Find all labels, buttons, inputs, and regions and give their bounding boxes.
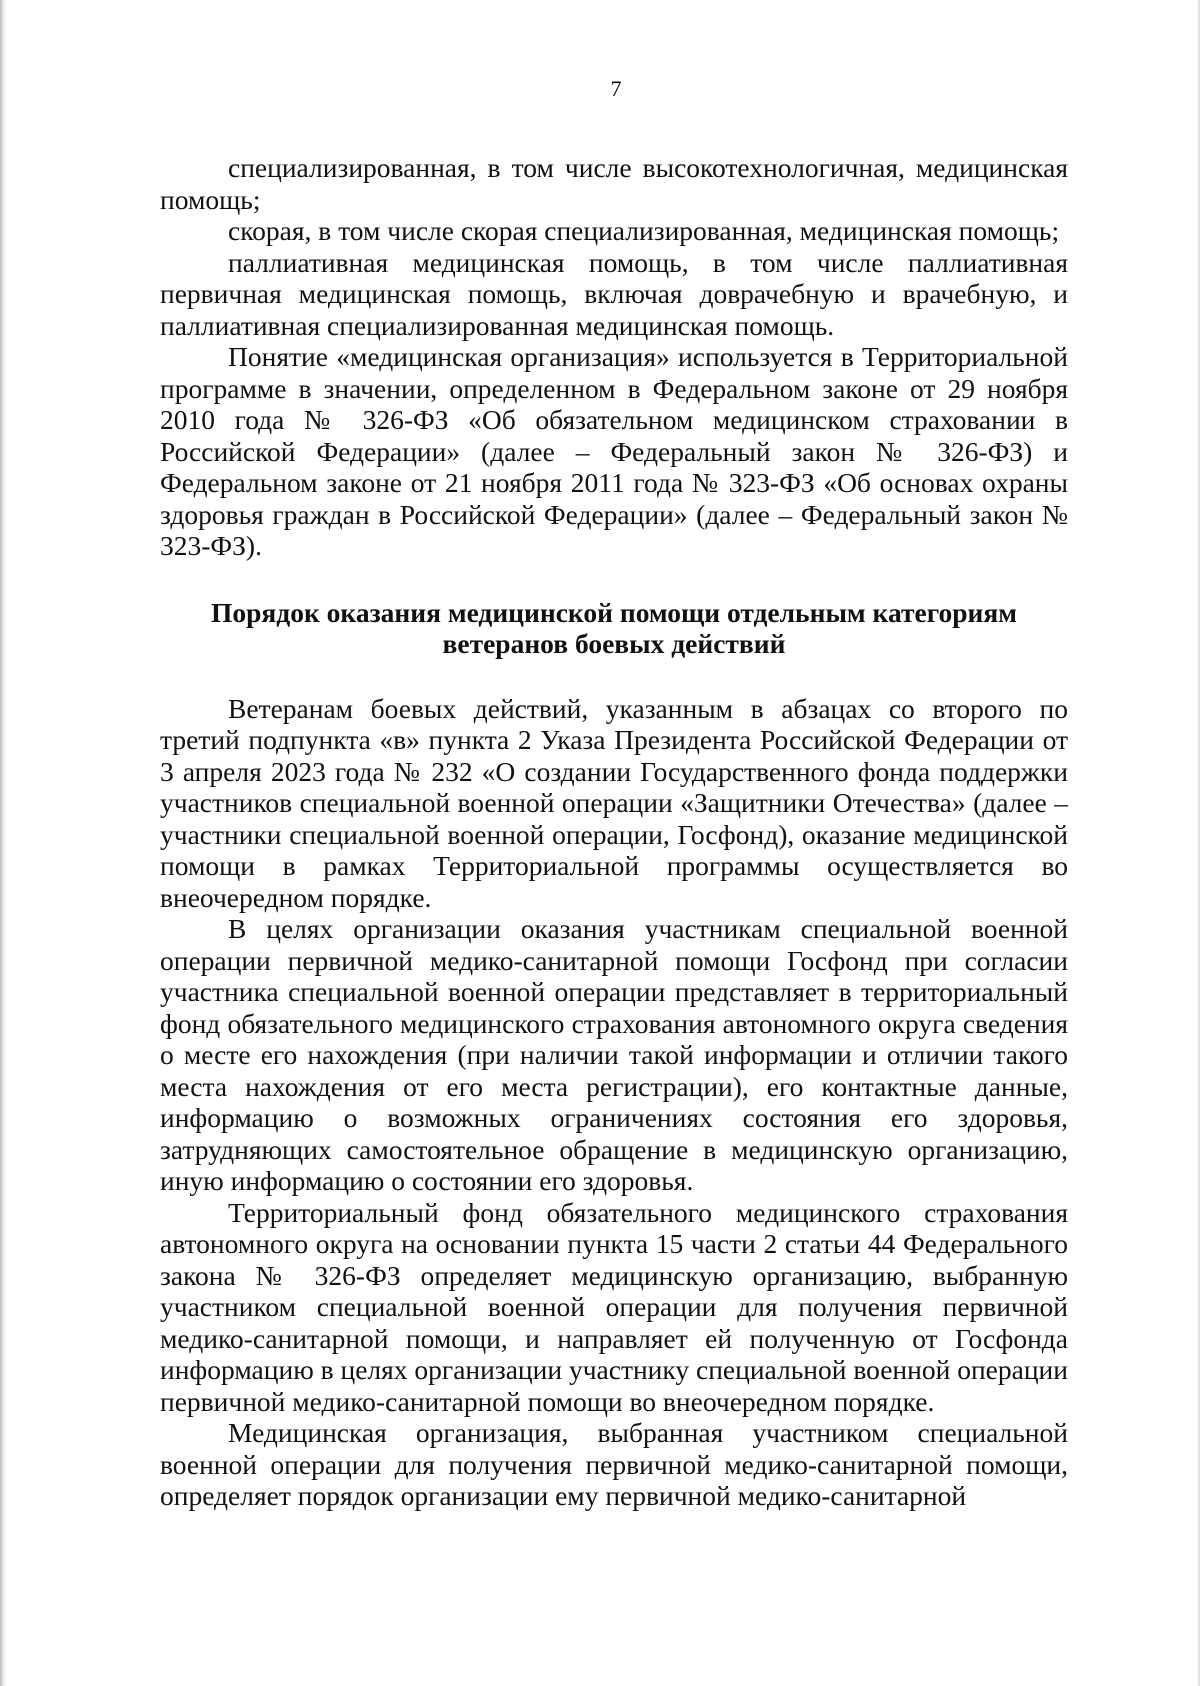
paragraph: Понятие «медицинская организация» используется в Территориальной программе в значении, определенном в Федеральном законе от 29 ноября 2010 года № 326-ФЗ «Об обязательном медицинском страховании в Российской Федерации» (далее – Федеральный закон № 326-ФЗ) и Федеральном законе от 21 ноября 2011 года № 323-ФЗ «Об основах охраны здоровья граждан в Российской Федерации» (далее – Федеральный закон № 323-ФЗ). — [160, 341, 1068, 561]
scan-edge-left — [0, 0, 6, 1686]
paragraph: скорая, в том числе скорая специализированная, медицинская помощь; — [228, 215, 1060, 246]
paragraph: паллиативная медицинская помощь, в том числе паллиативная первичная медицинская помощь, включая доврачебную и врачебную, и паллиативная специализированная медицинская помощь. — [160, 246, 1068, 341]
paragraph: Территориальный фонд обязательного медицинского страхования автономного округа на основании пункта 15 части 2 статьи 44 Федерального закона № 326-ФЗ определяет медицинскую организацию, выбранную участником специальной военной операции для получения первичной медико-санитарной помощи, и направляет ей полученную от Госфонда информацию в целях организации участнику специальной военной операции первичной медико-санитарной помощи во внеочередном порядке. — [160, 1196, 1068, 1417]
paragraph: специализированная, в том числе высокотехнологичная, медицинская помощь; — [160, 152, 1068, 215]
paragraph: Медицинская организация, выбранная участником специальной военной операции для получения первичной медико-санитарной помощи, определяет порядок организации ему первичной медико-санитарной — [160, 1417, 1068, 1511]
page-number: 7 — [610, 76, 622, 101]
paragraph: В целях организации оказания участникам специальной военной операции первичной медико-санитарной помощи Госфонд при согласии участника специальной военной операции представляет в территориальный фонд обязательного медицинского страхования автономного округа сведения о месте его нахождения (при наличии такой информации и отличии такого места нахождения от его места регистрации), его контактные данные, информацию о возможных ограничениях состояния его здоровья, затрудняющих самостоятельное обращение в медицинскую организацию, иную информацию о состоянии его здоровья. — [160, 913, 1068, 1196]
document-body — [160, 152, 1068, 1512]
paragraph: Ветеранам боевых действий, указанным в абзацах со второго по третий подпункта «в» пункта 2 Указа Президента Российской Федерации от 3 апреля 2023 года № 232 «О создании Государственного фонда поддержки участников специальной военной операции «Защитники Отечества» (далее – участники специальной военной операции, Госфонд), оказание медицинской помощи в рамках Территориальной программы осуществляется во внеочередном порядке. — [160, 692, 1068, 913]
section-heading: Порядок оказания медицинской помощи отдельным категориям ветеранов боевых действий — [210, 596, 1018, 659]
